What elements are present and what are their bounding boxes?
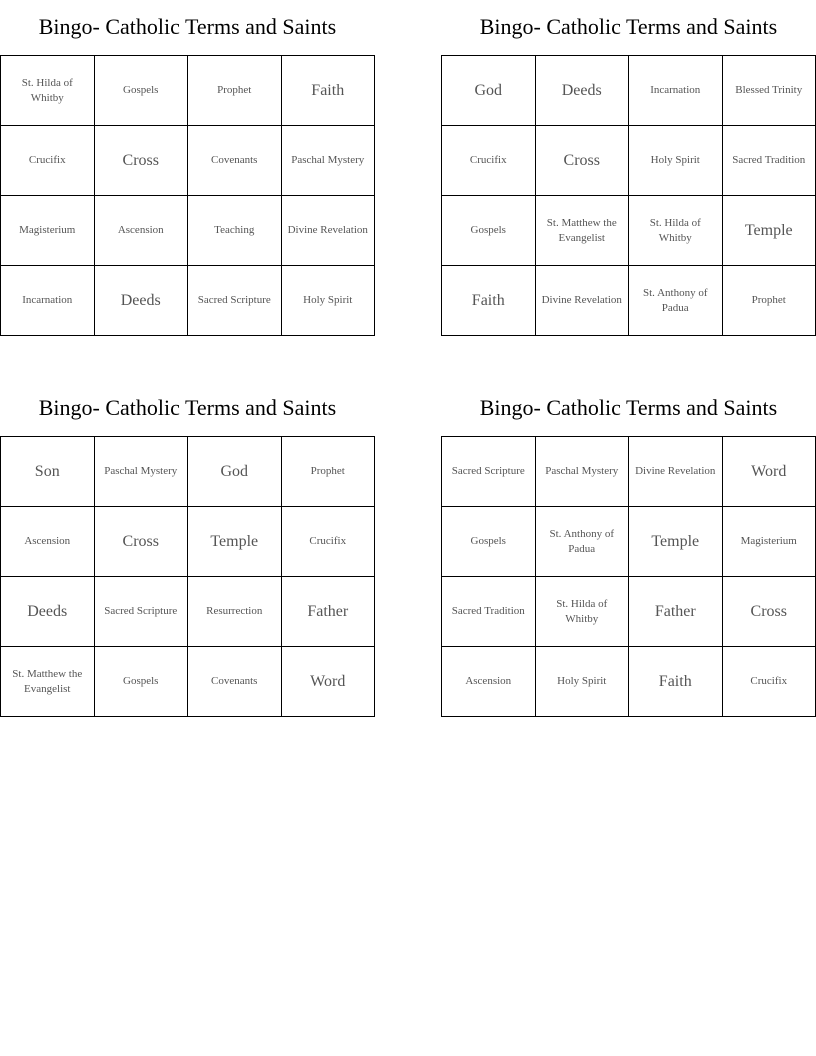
bingo-cell: Crucifix [282, 507, 376, 577]
bingo-cell: Divine Revelation [629, 437, 723, 507]
bingo-cell: Prophet [723, 266, 816, 336]
bingo-cell: Ascension [95, 196, 189, 266]
bingo-cell: St. Anthony of Padua [629, 266, 723, 336]
bingo-grid [441, 55, 816, 336]
bingo-cell: Holy Spirit [282, 266, 376, 336]
bingo-cell: Holy Spirit [629, 126, 723, 196]
bingo-cell: Paschal Mystery [95, 437, 189, 507]
bingo-cell: God [188, 437, 282, 507]
bingo-cell: Faith [442, 266, 536, 336]
bingo-cell: Cross [723, 577, 816, 647]
bingo-cell: Cross [95, 507, 189, 577]
bingo-cell: Sacred Scripture [95, 577, 189, 647]
bingo-cell: Deeds [536, 56, 630, 126]
bingo-grid [0, 55, 375, 336]
bingo-cell: St. Anthony of Padua [536, 507, 630, 577]
bingo-cell: Magisterium [723, 507, 816, 577]
bingo-cell: Holy Spirit [536, 647, 630, 717]
bingo-cell: Gospels [442, 507, 536, 577]
bingo-cell: Prophet [282, 437, 376, 507]
bingo-cell: Gospels [95, 56, 189, 126]
bingo-cell: St. Matthew the Evangelist [1, 647, 95, 717]
bingo-cell: Prophet [188, 56, 282, 126]
bingo-cell: God [442, 56, 536, 126]
bingo-cell: Faith [282, 56, 376, 126]
bingo-cell: Son [1, 437, 95, 507]
bingo-cell: Incarnation [1, 266, 95, 336]
bingo-cell: Sacred Scripture [442, 437, 536, 507]
bingo-cell: Crucifix [723, 647, 816, 717]
bingo-cell: Covenants [188, 126, 282, 196]
bingo-card-1 [0, 0, 375, 336]
bingo-card-4 [441, 381, 816, 717]
bingo-cell: Sacred Scripture [188, 266, 282, 336]
bingo-cell: Ascension [1, 507, 95, 577]
bingo-cell: Deeds [95, 266, 189, 336]
bingo-cell: Crucifix [442, 126, 536, 196]
bingo-grid [0, 436, 375, 717]
bingo-cell: Resurrection [188, 577, 282, 647]
bingo-cell: Deeds [1, 577, 95, 647]
bingo-cell: St. Hilda of Whitby [629, 196, 723, 266]
bingo-cell: Sacred Tradition [442, 577, 536, 647]
bingo-cell: Father [629, 577, 723, 647]
card-title: Bingo- Catholic Terms and Saints [479, 14, 778, 39]
card-title: Bingo- Catholic Terms and Saints [479, 395, 778, 420]
bingo-cell: Incarnation [629, 56, 723, 126]
bingo-cell: St. Matthew the Evangelist [536, 196, 630, 266]
bingo-cell: Gospels [95, 647, 189, 717]
bingo-cell: Ascension [442, 647, 536, 717]
bingo-cell: Divine Revelation [282, 196, 376, 266]
bingo-grid [441, 436, 816, 717]
bingo-cell: Temple [629, 507, 723, 577]
bingo-cell: Crucifix [1, 126, 95, 196]
card-title: Bingo- Catholic Terms and Saints [38, 14, 337, 39]
card-title: Bingo- Catholic Terms and Saints [38, 395, 337, 420]
bingo-card-2 [441, 0, 816, 336]
bingo-cell: St. Hilda of Whitby [536, 577, 630, 647]
bingo-cell: Temple [723, 196, 816, 266]
bingo-cell: Teaching [188, 196, 282, 266]
bingo-cell: Paschal Mystery [536, 437, 630, 507]
bingo-cell: Faith [629, 647, 723, 717]
bingo-cell: Word [282, 647, 376, 717]
bingo-card-3 [0, 381, 375, 717]
bingo-cell: Magisterium [1, 196, 95, 266]
bingo-cell: Divine Revelation [536, 266, 630, 336]
bingo-cell: Blessed Trinity [723, 56, 816, 126]
bingo-cell: Paschal Mystery [282, 126, 376, 196]
bingo-cell: Cross [536, 126, 630, 196]
bingo-cell: Temple [188, 507, 282, 577]
bingo-cell: Cross [95, 126, 189, 196]
bingo-cell: Covenants [188, 647, 282, 717]
bingo-cell: Gospels [442, 196, 536, 266]
bingo-cell: Father [282, 577, 376, 647]
bingo-cell: Word [723, 437, 816, 507]
bingo-cell: St. Hilda of Whitby [1, 56, 95, 126]
bingo-cell: Sacred Tradition [723, 126, 816, 196]
